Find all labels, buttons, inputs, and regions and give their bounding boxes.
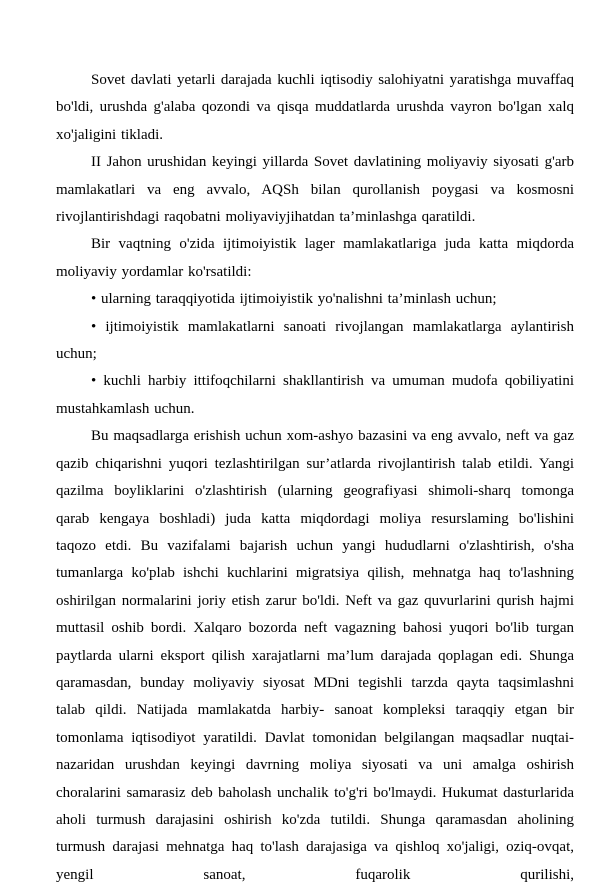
paragraph-intro: Sovet davlati yetarli darajada kuchli iqtisodiy salohiyatni yaratishga muvaffaq bo'ldi, urushda g'alaba qozondi va qisqa muddatlarda urushda vayron bo'lgan xalq xo'jaligini tikladi.	[56, 72, 574, 143]
paragraph-aid-lead-in: Bir vaqtning o'zida ijtimoiyistik lager mamlakatlariga juda katta miqdorda moliyaviy yordamlar ko'rsatildi:	[56, 236, 574, 280]
bullet-item-3: • kuchli harbiy ittifoqchilarni shakllantirish va umuman mudofa qobiliyatini mustahkamlash uchun.	[56, 373, 574, 417]
paragraph-ww2-policy: II Jahon urushidan keyingi yillarda Sovet davlatining moliyaviy siyosati g'arb mamlakatlari va eng avvalo, AQSh bilan qurollanish poygasi va kosmosni rivojlantirishdagi raqobatni moliyaviyjihatdan ta’minlashga qaratildi.	[56, 154, 574, 226]
bullet-item-2: • ijtimoiyistik mamlakatlarni sanoati rivojlangan mamlakatlarga aylantirish uchun;	[56, 318, 574, 363]
bullet-item-1: • ularning taraqqiyotida ijtimoiyistik yo'nalishni ta’minlash uchun;	[91, 291, 497, 308]
paragraph-goals: Bu maqsadlarga erishish uchun xom-ashyo bazasini va eng avvalo, neft va gaz qazib chiqarishni yuqori tezlashtirilgan sur’atlarda rivojlantirish talab etildi. Yangi qazilma boyliklarini o'zlashtirish (ularning geografiyasi shimoli-sharq tomonga qarab kengaya boshladi) juda katta miqdordagi moliya resurslaming bo'lishini taqozo etdi. Bu vazifalami bajarish uchun yangi hududlarni o'zlashtirish, o'sha tumanlarga ko'plab ishchi kuchlarini migratsiya qilish, mehnatga haq to'lashning oshirilgan normalarini joriy etish zarur bo'ldi. Neft va gaz quvurlarini qurish hajmi muttasil oshib bordi. Xalqaro bozorda neft vagazning bahosi yuqori bo'lib turgan paytlarda ularni eksport qilish xarajatlarni ma’lum darajada qoplagan edi. Shunga qaramasdan, bunday moliyaviy siyosat MDni tegishli tarzda qayta taqsimlashni talab qildi. Natijada mamlakatda harbiy- sanoat kompleksi taraqqiy etgan bir tomonlama iqtisodiyot yaratildi. Davlat tomonidan belgilangan maqsadlar nuqtai-nazaridan urushdan keyingi davrning moliya siyosati va uni amalga oshirish choralarini samarasiz deb baholash unchalik to'g'ri bo'lmaydi. Hukumat dasturlarida aholi turmush darajasini oshirish ko'zda tutildi. Shunga qaramasdan aholining turmush darajasi mehnatga haq to'lash darajasiga va qishloq xo'jaligi, oziq-ovqat, yengil sanoat, fuqarolik qurilishi,	[56, 428, 574, 883]
text-block	[56, 67, 574, 889]
